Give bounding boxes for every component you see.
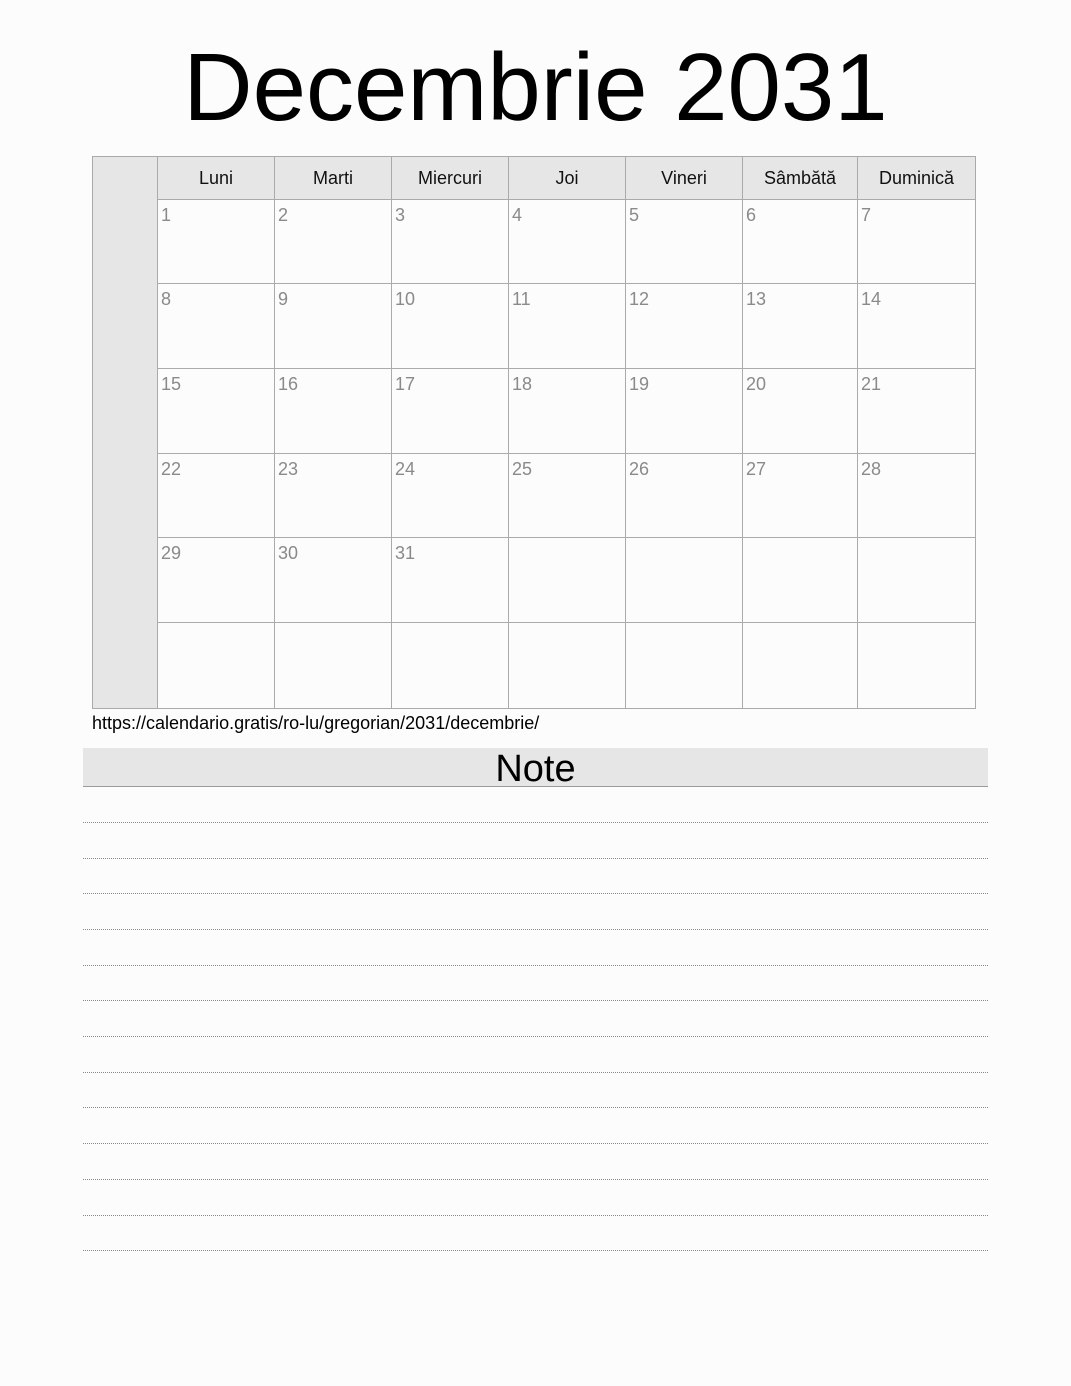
note-line: [83, 893, 988, 894]
day-cell: 20: [743, 369, 858, 454]
day-cell: 16: [275, 369, 392, 454]
note-line: [83, 1215, 988, 1216]
day-cell: [626, 538, 743, 623]
weekday-header: Duminică: [858, 157, 975, 200]
weekday-header: Marti: [275, 157, 392, 200]
weekday-header: Luni: [158, 157, 275, 200]
note-line: [83, 822, 988, 823]
weekday-header: Sâmbătă: [743, 157, 858, 200]
day-cell: [509, 623, 626, 708]
day-cell: 21: [858, 369, 975, 454]
day-cell: 25: [509, 454, 626, 538]
day-cell: 6: [743, 200, 858, 284]
day-cell: [743, 538, 858, 623]
note-line: [83, 965, 988, 966]
day-cell: 7: [858, 200, 975, 284]
notes-title: Note: [83, 748, 988, 787]
day-cell: 17: [392, 369, 509, 454]
day-cell: 22: [158, 454, 275, 538]
weekday-header: Miercuri: [392, 157, 509, 200]
note-line: [83, 1143, 988, 1144]
day-cell: 4: [509, 200, 626, 284]
note-line: [83, 1107, 988, 1108]
calendar-days: [158, 157, 975, 708]
day-cell: [743, 623, 858, 708]
day-cell: 30: [275, 538, 392, 623]
day-cell: 8: [158, 284, 275, 369]
weekday-header: Vineri: [626, 157, 743, 200]
day-cell: [858, 538, 975, 623]
day-cell: 3: [392, 200, 509, 284]
day-cell: 10: [392, 284, 509, 369]
day-cell: 29: [158, 538, 275, 623]
day-cell: 24: [392, 454, 509, 538]
day-cell: 31: [392, 538, 509, 623]
day-cell: 19: [626, 369, 743, 454]
day-cell: 18: [509, 369, 626, 454]
week-number-column: [93, 157, 158, 708]
day-cell: 23: [275, 454, 392, 538]
day-cell: [158, 623, 275, 708]
note-line: [83, 1072, 988, 1073]
note-line: [83, 1179, 988, 1180]
note-line: [83, 1000, 988, 1001]
day-cell: 14: [858, 284, 975, 369]
day-cell: [275, 623, 392, 708]
day-cell: 28: [858, 454, 975, 538]
day-cell: 5: [626, 200, 743, 284]
note-line: [83, 1036, 988, 1037]
note-line: [83, 929, 988, 930]
page-title: Decembrie 2031: [183, 34, 888, 141]
day-cell: 2: [275, 200, 392, 284]
day-cell: 1: [158, 200, 275, 284]
calendar-grid: [92, 156, 976, 709]
day-cell: [392, 623, 509, 708]
day-cell: 11: [509, 284, 626, 369]
note-line: [83, 1250, 988, 1251]
day-cell: 27: [743, 454, 858, 538]
source-url: https://calendario.gratis/ro-lu/gregorian/2031/decembrie/: [92, 713, 540, 733]
day-cell: [858, 623, 975, 708]
day-cell: 9: [275, 284, 392, 369]
day-cell: 26: [626, 454, 743, 538]
note-line: [83, 858, 988, 859]
weekday-header: Joi: [509, 157, 626, 200]
day-cell: 15: [158, 369, 275, 454]
day-cell: [626, 623, 743, 708]
day-cell: 13: [743, 284, 858, 369]
day-cell: [509, 538, 626, 623]
day-cell: 12: [626, 284, 743, 369]
